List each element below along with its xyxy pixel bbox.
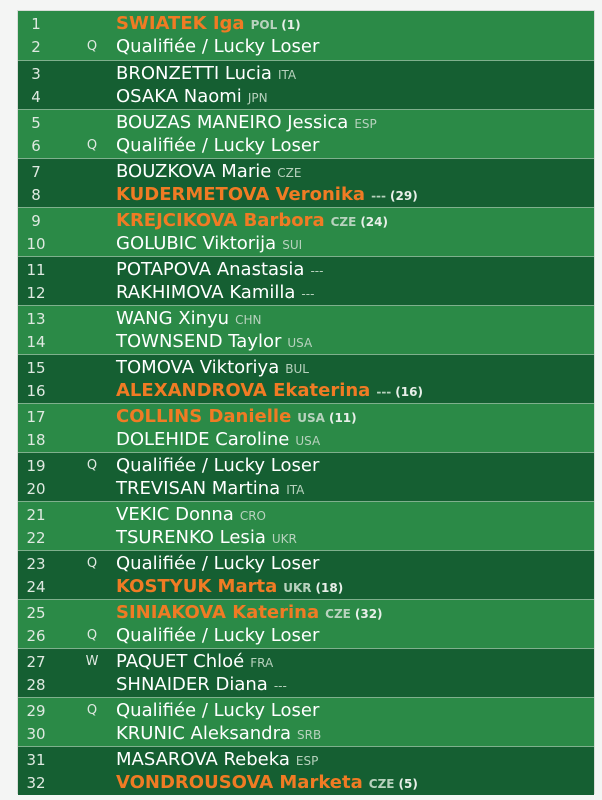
- entry-status: Q: [86, 628, 98, 643]
- player-seed: (5): [398, 777, 418, 791]
- player-name: WANG Xinyu CHN: [116, 308, 262, 329]
- player-nationality: ---: [371, 189, 387, 203]
- draw-position: 13: [26, 310, 46, 328]
- player-seed: (16): [395, 385, 423, 399]
- player-name: TOWNSEND Taylor USA: [116, 331, 313, 352]
- draw-row: [18, 504, 594, 526]
- draw-row: [18, 357, 594, 379]
- player-nationality: UKR: [271, 532, 297, 546]
- player-name: KUDERMETOVA Veronika --- (29): [116, 184, 418, 205]
- player-name: KRUNIC Aleksandra SRB: [116, 723, 322, 744]
- match-block: [18, 452, 594, 501]
- player-seed: (29): [390, 189, 418, 203]
- player-seed: (11): [328, 411, 357, 425]
- draw-row: [18, 749, 594, 771]
- player-name: BOUZKOVA Marie CZE: [116, 161, 302, 182]
- draw-position: 30: [26, 725, 46, 743]
- draw-position: 15: [26, 359, 46, 377]
- draw-row: [18, 36, 594, 58]
- player-name: MASAROVA Rebeka ESP: [116, 749, 319, 770]
- draw-row: [18, 380, 594, 402]
- draw-row: [18, 576, 594, 598]
- player-name: RAKHIMOVA Kamilla ---: [116, 282, 315, 303]
- draw-position: 5: [31, 114, 41, 132]
- match-block: [18, 158, 594, 207]
- match-block: [18, 109, 594, 158]
- player-nationality: ---: [273, 679, 287, 693]
- player-nationality: ---: [301, 287, 315, 301]
- draw-position: 2: [31, 38, 41, 56]
- draw-row: [18, 112, 594, 134]
- draw-row: [18, 259, 594, 281]
- draw-position: 31: [26, 751, 46, 769]
- player-nationality: ESP: [354, 117, 377, 131]
- draw-position: 14: [26, 333, 46, 351]
- draw-row: [18, 455, 594, 477]
- match-block: [18, 550, 594, 599]
- player-name: OSAKA Naomi JPN: [116, 86, 268, 107]
- player-nationality: ---: [310, 264, 324, 278]
- draw-row: [18, 63, 594, 85]
- player-nationality: USA: [287, 336, 313, 350]
- draw-position: 6: [31, 137, 41, 155]
- player-nationality: ---: [376, 385, 392, 399]
- draw-position: 25: [26, 604, 46, 622]
- player-name: Qualifiée / Lucky Loser: [116, 36, 320, 57]
- player-name: POTAPOVA Anastasia ---: [116, 259, 324, 280]
- player-name: VEKIC Donna CRO: [116, 504, 266, 525]
- player-name: BRONZETTI Lucia ITA: [116, 63, 297, 84]
- draw-position: 9: [31, 212, 41, 230]
- draw-position: 18: [26, 431, 46, 449]
- draw-row: [18, 86, 594, 108]
- match-block: [18, 60, 594, 109]
- player-nationality: USA: [297, 411, 325, 425]
- player-name: VONDROUSOVA Marketa CZE (5): [116, 772, 418, 793]
- match-block: [18, 305, 594, 354]
- draw-position: 32: [26, 774, 46, 792]
- match-block: [18, 648, 594, 697]
- player-seed: (18): [315, 581, 344, 595]
- draw-row: [18, 625, 594, 647]
- player-seed: (1): [281, 18, 301, 32]
- draw-row: [18, 210, 594, 232]
- player-name: Qualifiée / Lucky Loser: [116, 455, 320, 476]
- draw-position: 7: [31, 163, 41, 181]
- draw-position: 28: [26, 676, 46, 694]
- draw-row: [18, 602, 594, 624]
- player-name: ALEXANDROVA Ekaterina --- (16): [116, 380, 423, 401]
- player-nationality: POL: [250, 18, 278, 32]
- player-nationality: CZE: [330, 215, 357, 229]
- draw-position: 26: [26, 627, 46, 645]
- draw-row: [18, 723, 594, 745]
- draw-row: [18, 331, 594, 353]
- player-nationality: UKR: [283, 581, 312, 595]
- match-block: [18, 697, 594, 746]
- draw-row: [18, 478, 594, 500]
- draw-row: [18, 674, 594, 696]
- draw-position: 19: [26, 457, 46, 475]
- player-name: Qualifiée / Lucky Loser: [116, 135, 320, 156]
- player-nationality: SRB: [297, 728, 322, 742]
- player-seed: (24): [360, 215, 388, 229]
- draw-position: 22: [26, 529, 46, 547]
- draw-row: [18, 527, 594, 549]
- player-nationality: CZE: [277, 166, 302, 180]
- entry-status: Q: [86, 703, 98, 718]
- entry-status: Q: [86, 138, 98, 153]
- tournament-draw: [17, 10, 595, 794]
- player-name: DOLEHIDE Caroline USA: [116, 429, 321, 450]
- player-nationality: JPN: [247, 91, 268, 105]
- player-name: SINIAKOVA Katerina CZE (32): [116, 602, 383, 623]
- draw-position: 21: [26, 506, 46, 524]
- player-nationality: ITA: [277, 68, 297, 82]
- draw-position: 4: [31, 88, 41, 106]
- player-nationality: CZE: [325, 607, 351, 621]
- match-block: [18, 501, 594, 550]
- player-name: SHNAIDER Diana ---: [116, 674, 287, 695]
- player-nationality: BUL: [285, 362, 309, 376]
- draw-position: 12: [26, 284, 46, 302]
- match-block: [18, 354, 594, 403]
- draw-position: 24: [26, 578, 46, 596]
- draw-position: 16: [26, 382, 46, 400]
- player-nationality: FRA: [250, 656, 274, 670]
- draw-position: 29: [26, 702, 46, 720]
- player-name: GOLUBIC Viktorija SUI: [116, 233, 303, 254]
- draw-row: [18, 233, 594, 255]
- match-block: [18, 11, 594, 60]
- match-block: [18, 256, 594, 305]
- draw-row: [18, 13, 594, 35]
- draw-row: [18, 135, 594, 157]
- draw-position: 23: [26, 555, 46, 573]
- draw-row: [18, 553, 594, 575]
- draw-row: [18, 308, 594, 330]
- draw-row: [18, 406, 594, 428]
- draw-position: 1: [31, 15, 41, 33]
- draw-row: [18, 651, 594, 673]
- draw-position: 20: [26, 480, 46, 498]
- draw-row: [18, 700, 594, 722]
- draw-position: 11: [26, 261, 46, 279]
- player-nationality: ESP: [295, 754, 319, 768]
- entry-status: W: [85, 654, 99, 669]
- player-name: BOUZAS MANEIRO Jessica ESP: [116, 112, 377, 133]
- player-name: KOSTYUK Marta UKR (18): [116, 576, 344, 597]
- player-name: Qualifiée / Lucky Loser: [116, 700, 320, 721]
- player-name: COLLINS Danielle USA (11): [116, 406, 357, 427]
- draw-position: 8: [31, 186, 41, 204]
- entry-status: Q: [86, 458, 98, 473]
- draw-row: [18, 429, 594, 451]
- player-name: TOMOVA Viktoriya BUL: [116, 357, 309, 378]
- entry-status: Q: [86, 556, 98, 571]
- player-name: SWIATEK Iga POL (1): [116, 13, 301, 34]
- draw-row: [18, 184, 594, 206]
- entry-status: Q: [86, 39, 98, 54]
- match-block: [18, 403, 594, 452]
- player-nationality: SUI: [282, 238, 303, 252]
- player-name: Qualifiée / Lucky Loser: [116, 553, 320, 574]
- draw-position: 27: [26, 653, 46, 671]
- draw-row: [18, 772, 594, 794]
- player-name: TSURENKO Lesia UKR: [116, 527, 297, 548]
- player-nationality: CHN: [235, 313, 262, 327]
- match-block: [18, 746, 594, 795]
- player-name: TREVISAN Martina ITA: [116, 478, 305, 499]
- player-name: KREJCIKOVA Barbora CZE (24): [116, 210, 388, 231]
- player-nationality: CZE: [368, 777, 395, 791]
- draw-row: [18, 282, 594, 304]
- draw-row: [18, 161, 594, 183]
- draw-position: 10: [26, 235, 46, 253]
- draw-position: 3: [31, 65, 41, 83]
- player-nationality: CRO: [239, 509, 266, 523]
- match-block: [18, 207, 594, 256]
- match-block: [18, 599, 594, 648]
- player-seed: (32): [354, 607, 383, 621]
- player-name: Qualifiée / Lucky Loser: [116, 625, 320, 646]
- draw-position: 17: [26, 408, 46, 426]
- player-name: PAQUET Chloé FRA: [116, 651, 274, 672]
- player-nationality: USA: [295, 434, 321, 448]
- player-nationality: ITA: [286, 483, 305, 497]
